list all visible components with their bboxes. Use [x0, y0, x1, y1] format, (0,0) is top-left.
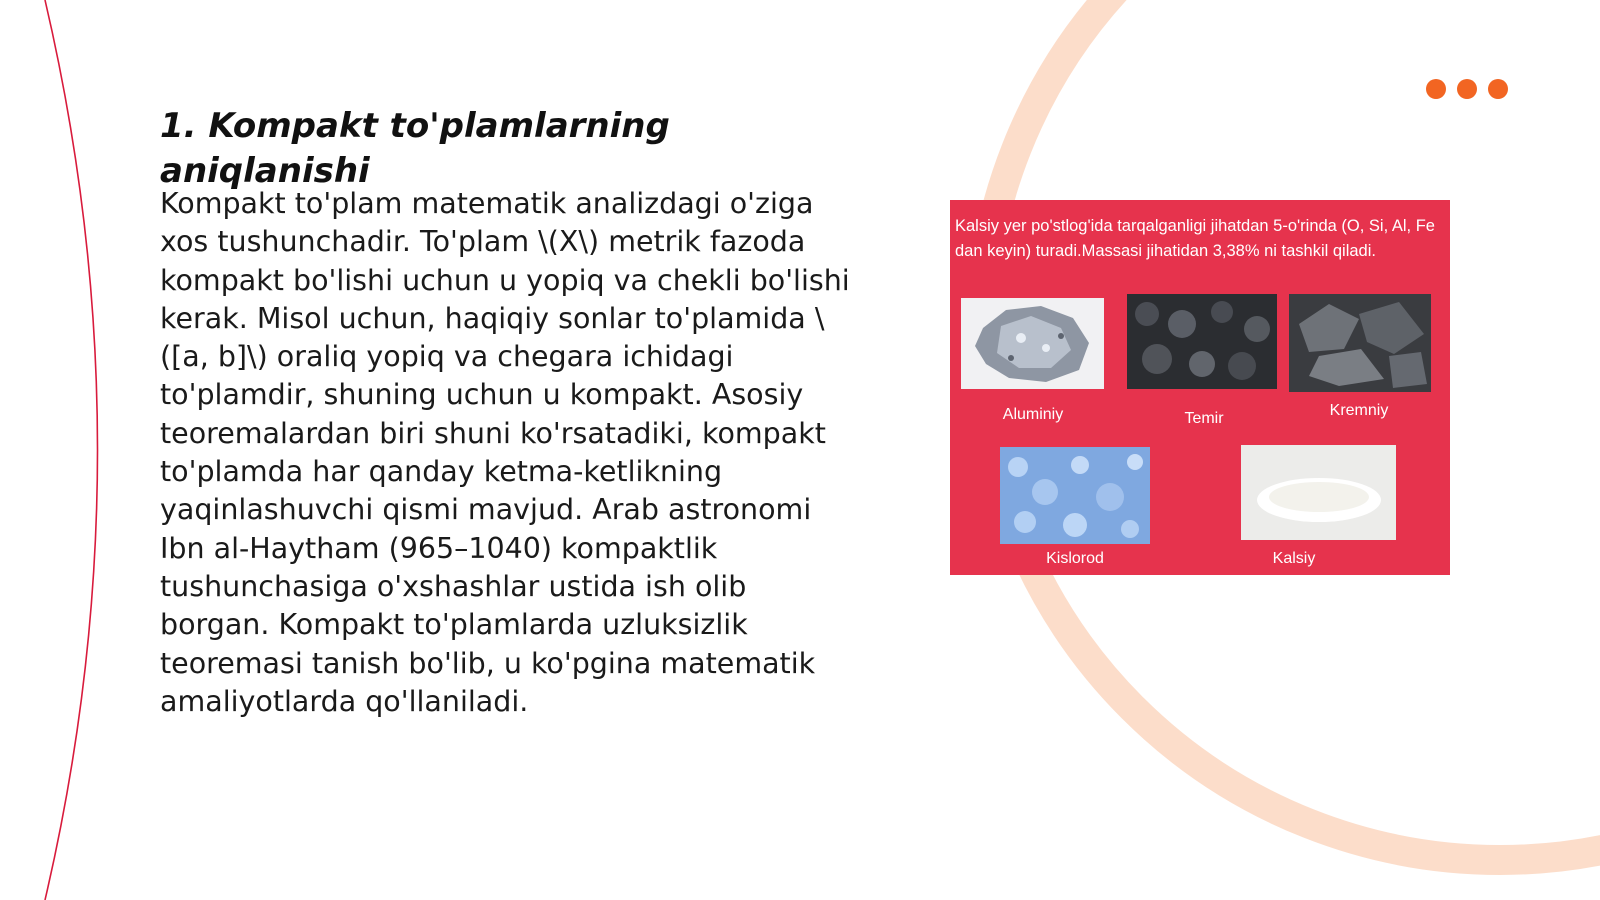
dot-icon	[1488, 79, 1508, 99]
element-label-kislorod: Kislorod	[1046, 550, 1104, 567]
element-label-kremniy: Kremniy	[1329, 402, 1389, 419]
oxygen-bubbles-image	[1000, 447, 1150, 544]
element-label-aluminiy: Aluminiy	[1002, 406, 1064, 423]
dot-icon	[1426, 79, 1446, 99]
element-label-temir: Temir	[1184, 410, 1224, 427]
iron-ore-image	[1127, 294, 1277, 389]
slide-title: 1. Kompakt to'plamlarning aniqlanishi	[160, 106, 670, 191]
slide-body-text: Kompakt to'plam matematik analizdagi o'ziga xos tushunchadir. To'plam \(X\) metrik fazoda kompakt bo'lishi uchun u yopiq va chekli bo'lishi kerak. Misol uchun, haqiqiy sonlar to'plamida \([a, b]\) oraliq yopiq va chegara ichidagi to'plamdir, shuning uchun u kompakt. Asosiy teoremalardan biri shuni ko'rsatadiki, kompakt to'plamda har qanday ketma-ketlikning yaqinlashuvchi qismi mavjud. Arab astronomi Ibn al-Haytham (965–1040) kompaktlik tushunchasiga o'xshashlar ustida ish olib borgan. Kompakt to'plamlarda uzluksizlik teoremasi tanish bo'lib, u ko'pgina matematik amaliyotlarda qo'llaniladi.	[160, 187, 850, 718]
calcium-image	[1241, 445, 1396, 540]
silicon-image	[1289, 294, 1431, 392]
elements-image	[950, 200, 1450, 575]
aluminium-ore-image	[961, 298, 1104, 389]
dot-icon	[1457, 79, 1477, 99]
menu-dots	[1426, 79, 1508, 99]
left-curve-line	[45, 0, 98, 900]
image-caption: Kalsiy yer po'stlog'ida tarqalganligi jihatdan 5-o'rinda (O, Si, Al, Fe dan keyin) turadi.Massasi jihatidan 3,38% ni tashkil qiladi.	[955, 217, 1435, 260]
element-label-kalsiy: Kalsiy	[1272, 550, 1316, 567]
